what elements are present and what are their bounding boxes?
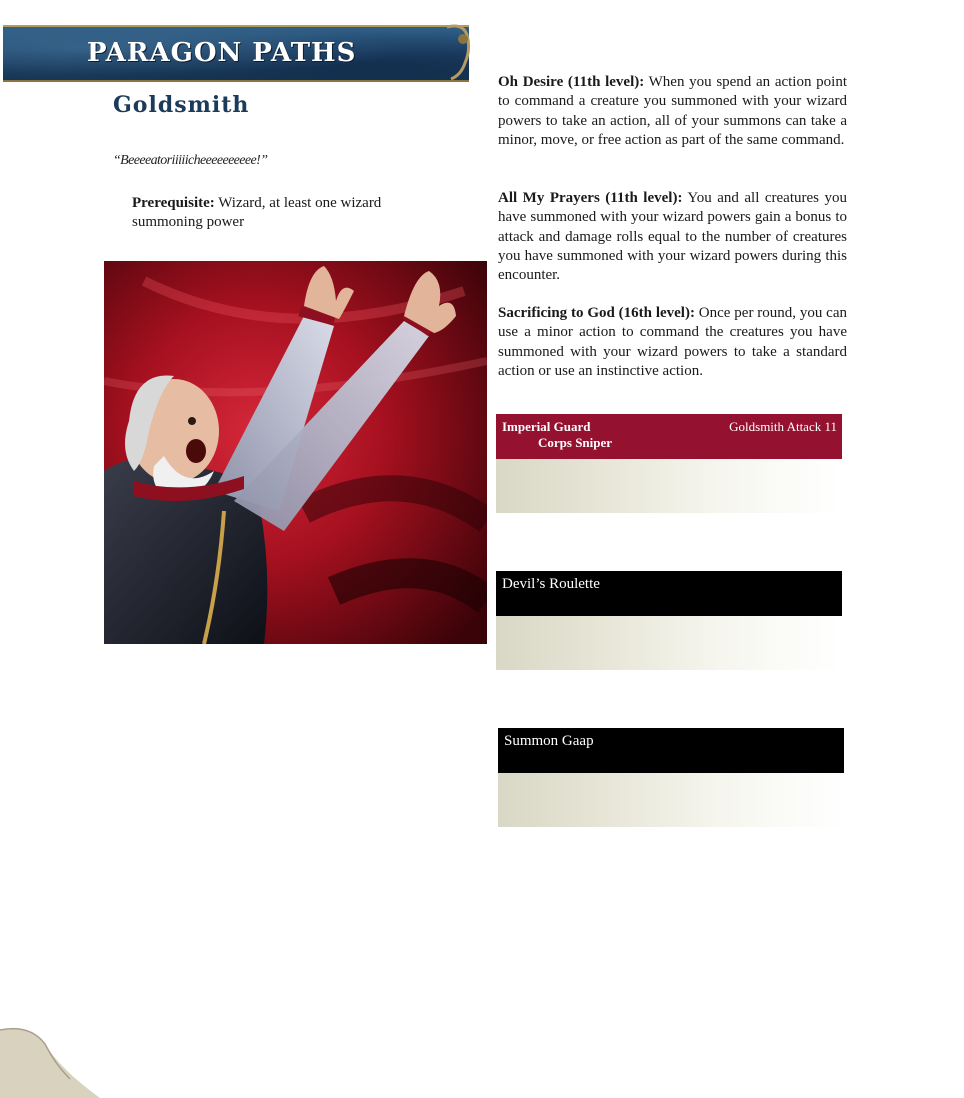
feature-oh-desire — [498, 73, 847, 150]
power-body-imperial-guard — [496, 459, 842, 513]
feature-label: Sacrificing to God (16th level): — [498, 305, 695, 321]
power-name: Summon Gaap — [504, 733, 594, 749]
feature-label: Oh Desire (11th level): — [498, 74, 645, 90]
section-title: PARAGON PATHS — [87, 38, 357, 68]
character-illustration — [104, 261, 487, 644]
power-name: Devil’s Roulette — [502, 576, 600, 592]
prerequisite-label: Prerequisite: — [132, 195, 215, 211]
prerequisite — [132, 194, 432, 232]
power-type: Goldsmith Attack 11 — [729, 419, 837, 434]
feature-text: You and all creatures you have summoned with your wizard powers gain a bonus to attack and damage rolls equal to the number of creatures you have summoned with your wizard powers during this encounter. — [498, 190, 847, 284]
feature-sacrificing-to-god — [498, 304, 847, 381]
feature-text: When you spend an action point to command a creature you summoned with your wizard powers to take an action, all of your summons can take a minor, move, or free action as part of the same command. — [498, 74, 847, 148]
section-banner — [3, 25, 469, 82]
power-body-devils-roulette — [496, 616, 842, 670]
scroll-ornament-icon — [443, 23, 473, 83]
power-header-summon-gaap — [498, 728, 844, 773]
illustration-art — [104, 261, 487, 644]
paragon-path-title: Goldsmith — [113, 92, 250, 118]
page-curl-icon — [0, 1024, 110, 1098]
feature-all-my-prayers — [498, 189, 847, 285]
power-body-summon-gaap — [498, 773, 844, 827]
power-name-continued: Corps Sniper — [538, 435, 613, 450]
prerequisite-text: Wizard, at least one wizard summoning power — [132, 195, 382, 230]
power-header-imperial-guard — [496, 414, 842, 459]
power-name: Imperial Guard — [502, 419, 591, 434]
flavor-quote: “Beeeeatoriiiiicheeeeeeeeee!” — [113, 153, 268, 168]
power-header-devils-roulette — [496, 571, 842, 616]
feature-text: Once per round, you can use a minor action to command the creatures you have summoned with your wizard powers to take a standard action or use an instinctive action. — [498, 305, 847, 379]
feature-label: All My Prayers (11th level): — [498, 190, 683, 206]
